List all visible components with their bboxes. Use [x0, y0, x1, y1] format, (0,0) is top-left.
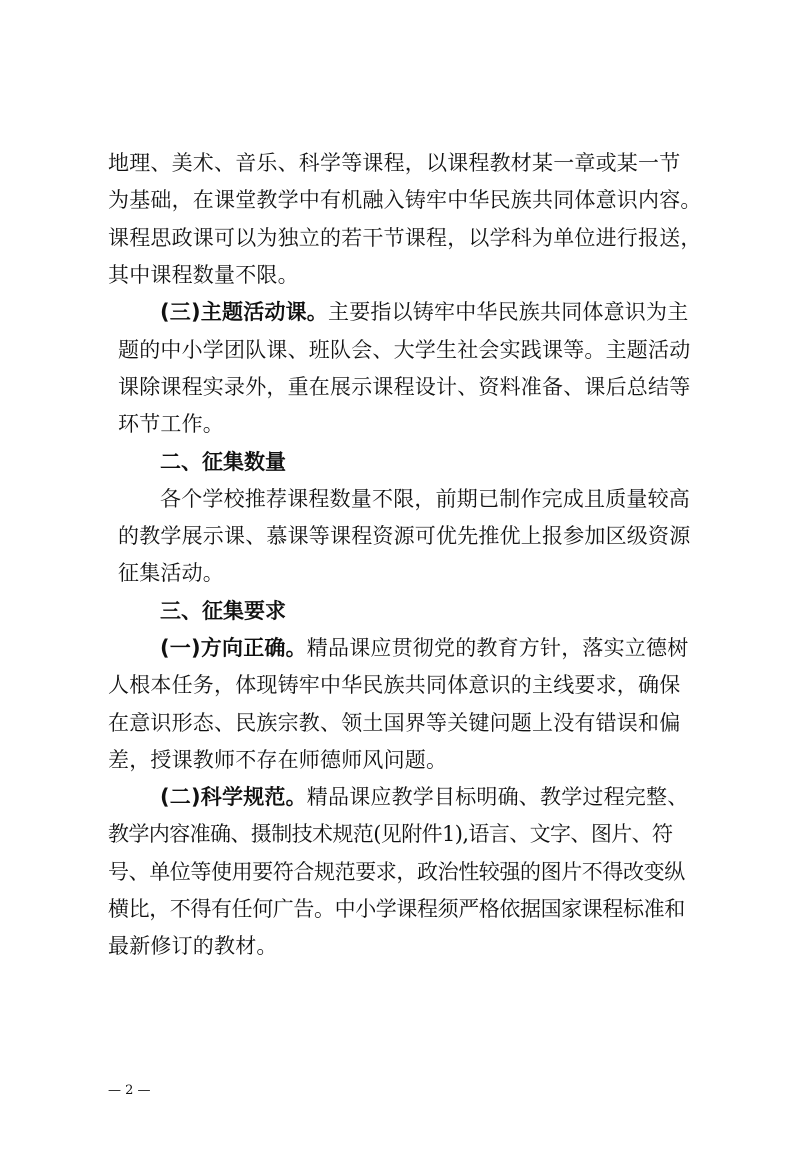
page-number: — 2 — — [108, 1083, 151, 1098]
para4-first-rest: 精品课应贯彻党的教育方针，落实立德树 — [306, 636, 689, 660]
para5-line-2: 教学内容准确、摄制技术规范(见附件1),语言、文字、图片、符 — [108, 822, 673, 846]
para1-line-3: 课程思政课可以为独立的若干节课程，以学科为单位进行报送， — [108, 226, 702, 250]
para5-first-line — [160, 782, 740, 812]
para4-line-3: 在意识形态、民族宗教、领土国界等关键问题上没有错误和偏 — [108, 711, 681, 735]
para1-line-4: 其中课程数量不限。 — [108, 263, 299, 287]
para1-line-1: 地理、美术、音乐、科学等课程，以课程教材某一章或某一节 — [108, 151, 681, 175]
para3-line-3: 征集活动。 — [118, 561, 224, 585]
para5-line-3: 号、单位等使用要符合规范要求，政治性较强的图片不得改变纵 — [108, 860, 685, 884]
para5-line-4: 横比，不得有任何广告。中小学课程须严格依据国家课程标准和 — [108, 897, 685, 921]
para2-line-4: 环节工作。 — [118, 412, 224, 436]
para3-line-2: 的教学展示课、慕课等课程资源可优先推优上报参加区级资源 — [118, 524, 691, 548]
para2-first-line — [160, 297, 740, 327]
para2-line-2: 题的中小学团队课、班队会、大学生社会实践课等。主题活动 — [118, 338, 691, 362]
para1-line-2: 为基础，在课堂教学中有机融入铸牢中华民族共同体意识内容。 — [108, 188, 702, 212]
para5-bold-lead: (二)科学规范。 — [160, 785, 307, 809]
para2-bold-lead: (三)主题活动课。 — [160, 300, 328, 324]
para4-line-4: 差，授课教师不存在师德师风问题。 — [108, 748, 448, 772]
para2-line-3: 课除课程实录外，重在展示课程设计、资料准备、课后总结等 — [118, 375, 691, 399]
para5-first-rest: 精品课应教学目标明确、教学过程完整、 — [306, 785, 689, 809]
section-heading-3: 三、征集要求 — [160, 599, 286, 623]
section-heading-2: 二、征集数量 — [160, 450, 286, 474]
para4-first-line — [160, 633, 740, 663]
para4-line-2: 人根本任务，体现铸牢中华民族共同体意识的主线要求，确保 — [108, 673, 681, 697]
para4-bold-lead: (一)方向正确。 — [160, 636, 307, 660]
para5-line-5: 最新修订的教材。 — [108, 934, 278, 958]
para2-first-rest: 主要指以铸牢中华民族共同体意识为主 — [328, 300, 689, 324]
para3-first-line: 各个学校推荐课程数量不限，前期已制作完成且质量较高 — [160, 487, 690, 511]
